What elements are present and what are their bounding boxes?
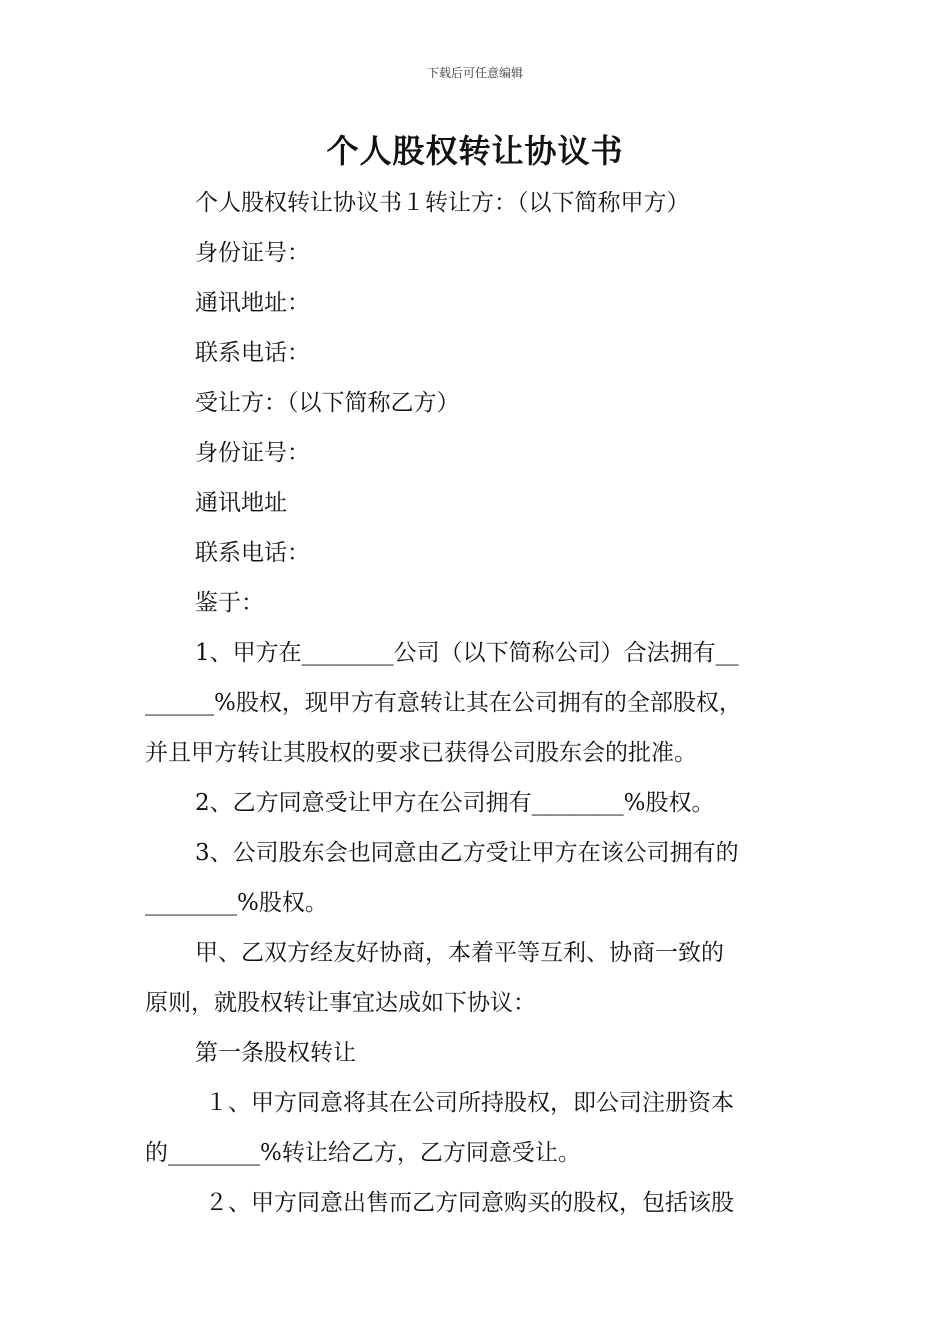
paragraph-line: 并且甲方转让其股权的要求已获得公司股东会的批准。 xyxy=(145,740,697,766)
paragraph-line: 甲、乙双方经友好协商，本着平等互利、协商一致的 xyxy=(195,940,724,966)
paragraph-line: 身份证号： xyxy=(195,240,310,266)
section-heading: 第一条股权转让 xyxy=(195,1040,356,1066)
paragraph-line: 通讯地址 xyxy=(195,490,287,516)
paragraph-line: 通讯地址： xyxy=(195,290,310,316)
paragraph-line: 2、乙方同意受让甲方在公司拥有________%股权。 xyxy=(195,790,715,816)
paragraph-line: 鉴于： xyxy=(195,590,264,616)
paragraph-line: 联系电话： xyxy=(195,340,310,366)
document-body xyxy=(145,178,810,1228)
paragraph-line: ２、甲方同意出售而乙方同意购买的股权，包括该股 xyxy=(205,1190,734,1216)
paragraph-line: ________%股权。 xyxy=(145,890,328,916)
paragraph-line: 3、公司股东会也同意由乙方受让甲方在该公司拥有的 xyxy=(195,840,739,866)
header-note: 下载后可任意编辑 xyxy=(426,66,523,80)
paragraph-line: ______%股权，现甲方有意转让其在公司拥有的全部股权， xyxy=(145,690,742,716)
paragraph-line: 原则，就股权转让事宜达成如下协议： xyxy=(145,990,536,1016)
paragraph-line: 身份证号： xyxy=(195,440,310,466)
paragraph-line: 受让方：（以下简称乙方） xyxy=(195,390,460,416)
paragraph-line: 1、甲方在________公司（以下简称公司）合法拥有__ xyxy=(195,640,739,666)
paragraph-line: 个人股权转让协议书１转让方：（以下简称甲方） xyxy=(195,190,690,216)
paragraph-line: １、甲方同意将其在公司所持股权，即公司注册资本 xyxy=(205,1090,734,1116)
paragraph-line: 联系电话： xyxy=(195,540,310,566)
paragraph-line: 的________%转让给乙方，乙方同意受让。 xyxy=(145,1140,581,1166)
document-title: 个人股权转让协议书 xyxy=(326,132,624,170)
